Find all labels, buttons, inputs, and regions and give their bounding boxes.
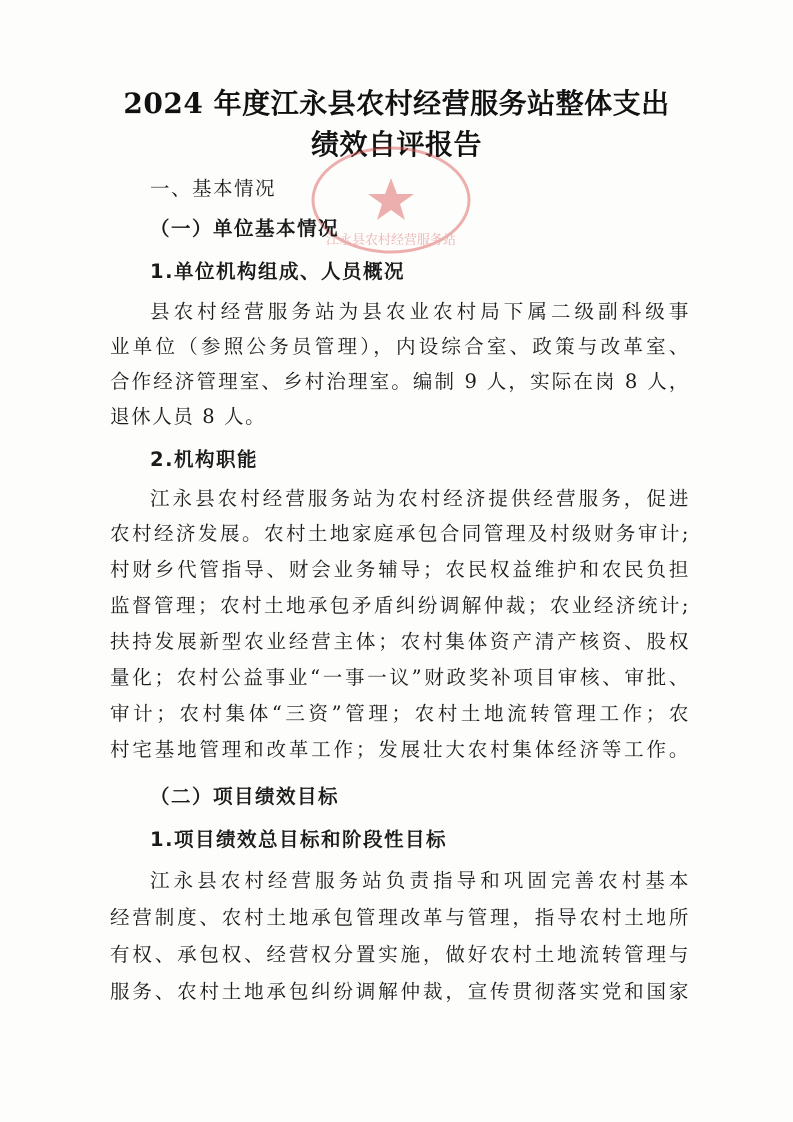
paragraph-line: 退休人员 8 人。 <box>110 405 267 428</box>
paragraph-line: 服务、农村土地承包纠纷调解仲裁，宣传贯彻落实党和国家 <box>110 980 690 1003</box>
subsection-heading-performance-goals: （二）项目绩效目标 <box>150 785 340 808</box>
item-heading-overall-goals: 1.项目绩效总目标和阶段性目标 <box>150 828 447 851</box>
paragraph-line: 监督管理；农村土地承包矛盾纠纷调解仲裁；农业经济统计; <box>110 594 690 617</box>
document-title-line-2: 绩效自评报告 <box>310 128 482 161</box>
paragraph-line: 审计；农村集体“三资”管理；农村土地流转管理工作；农 <box>110 702 690 725</box>
paragraph-line: 江永县农村经营服务站负责指导和巩固完善农村基本 <box>150 869 690 892</box>
svg-text:江永县农村经营服务站: 江永县农村经营服务站 <box>325 233 457 248</box>
item-heading-organization: 1.单位机构组成、人员概况 <box>150 260 405 283</box>
paragraph-line: 江永县农村经营服务站为农村经济提供经营服务，促进 <box>150 487 690 510</box>
document-title-line-1: 2024 年度江永县农村经营服务站整体支出 <box>123 87 670 120</box>
paragraph-line: 村宅基地管理和改革工作；发展壮大农村集体经济等工作。 <box>110 738 690 761</box>
paragraph-line: 经营制度、农村土地承包管理改革与管理，指导农村土地所 <box>110 906 690 929</box>
paragraph-line: 业单位（参照公务员管理），内设综合室、政策与改革室、 <box>110 335 690 358</box>
paragraph-line: 合作经济管理室、乡村治理室。编制 9 人，实际在岗 8 人， <box>110 370 690 393</box>
subsection-heading-unit-info: （一）单位基本情况 <box>150 217 340 240</box>
paragraph-line: 农村经济发展。农村土地家庭承包合同管理及村级财务审计; <box>110 522 690 545</box>
paragraph-line: 有权、承包权、经营权分置实施，做好农村土地流转管理与 <box>110 943 690 966</box>
paragraph-line: 村财乡代管指导、财会业务辅导；农民权益维护和农民负担 <box>110 558 690 581</box>
paragraph-line: 县农村经营服务站为县农业农村局下属二级副科级事 <box>150 300 690 323</box>
section-heading-basic-info: 一、基本情况 <box>150 177 277 200</box>
paragraph-line: 量化；农村公益事业“一事一议”财政奖补项目审核、审批、 <box>110 666 690 689</box>
paragraph-line: 扶持发展新型农业经营主体；农村集体资产清产核资、股权 <box>110 630 690 653</box>
item-heading-functions: 2.机构职能 <box>150 448 258 471</box>
